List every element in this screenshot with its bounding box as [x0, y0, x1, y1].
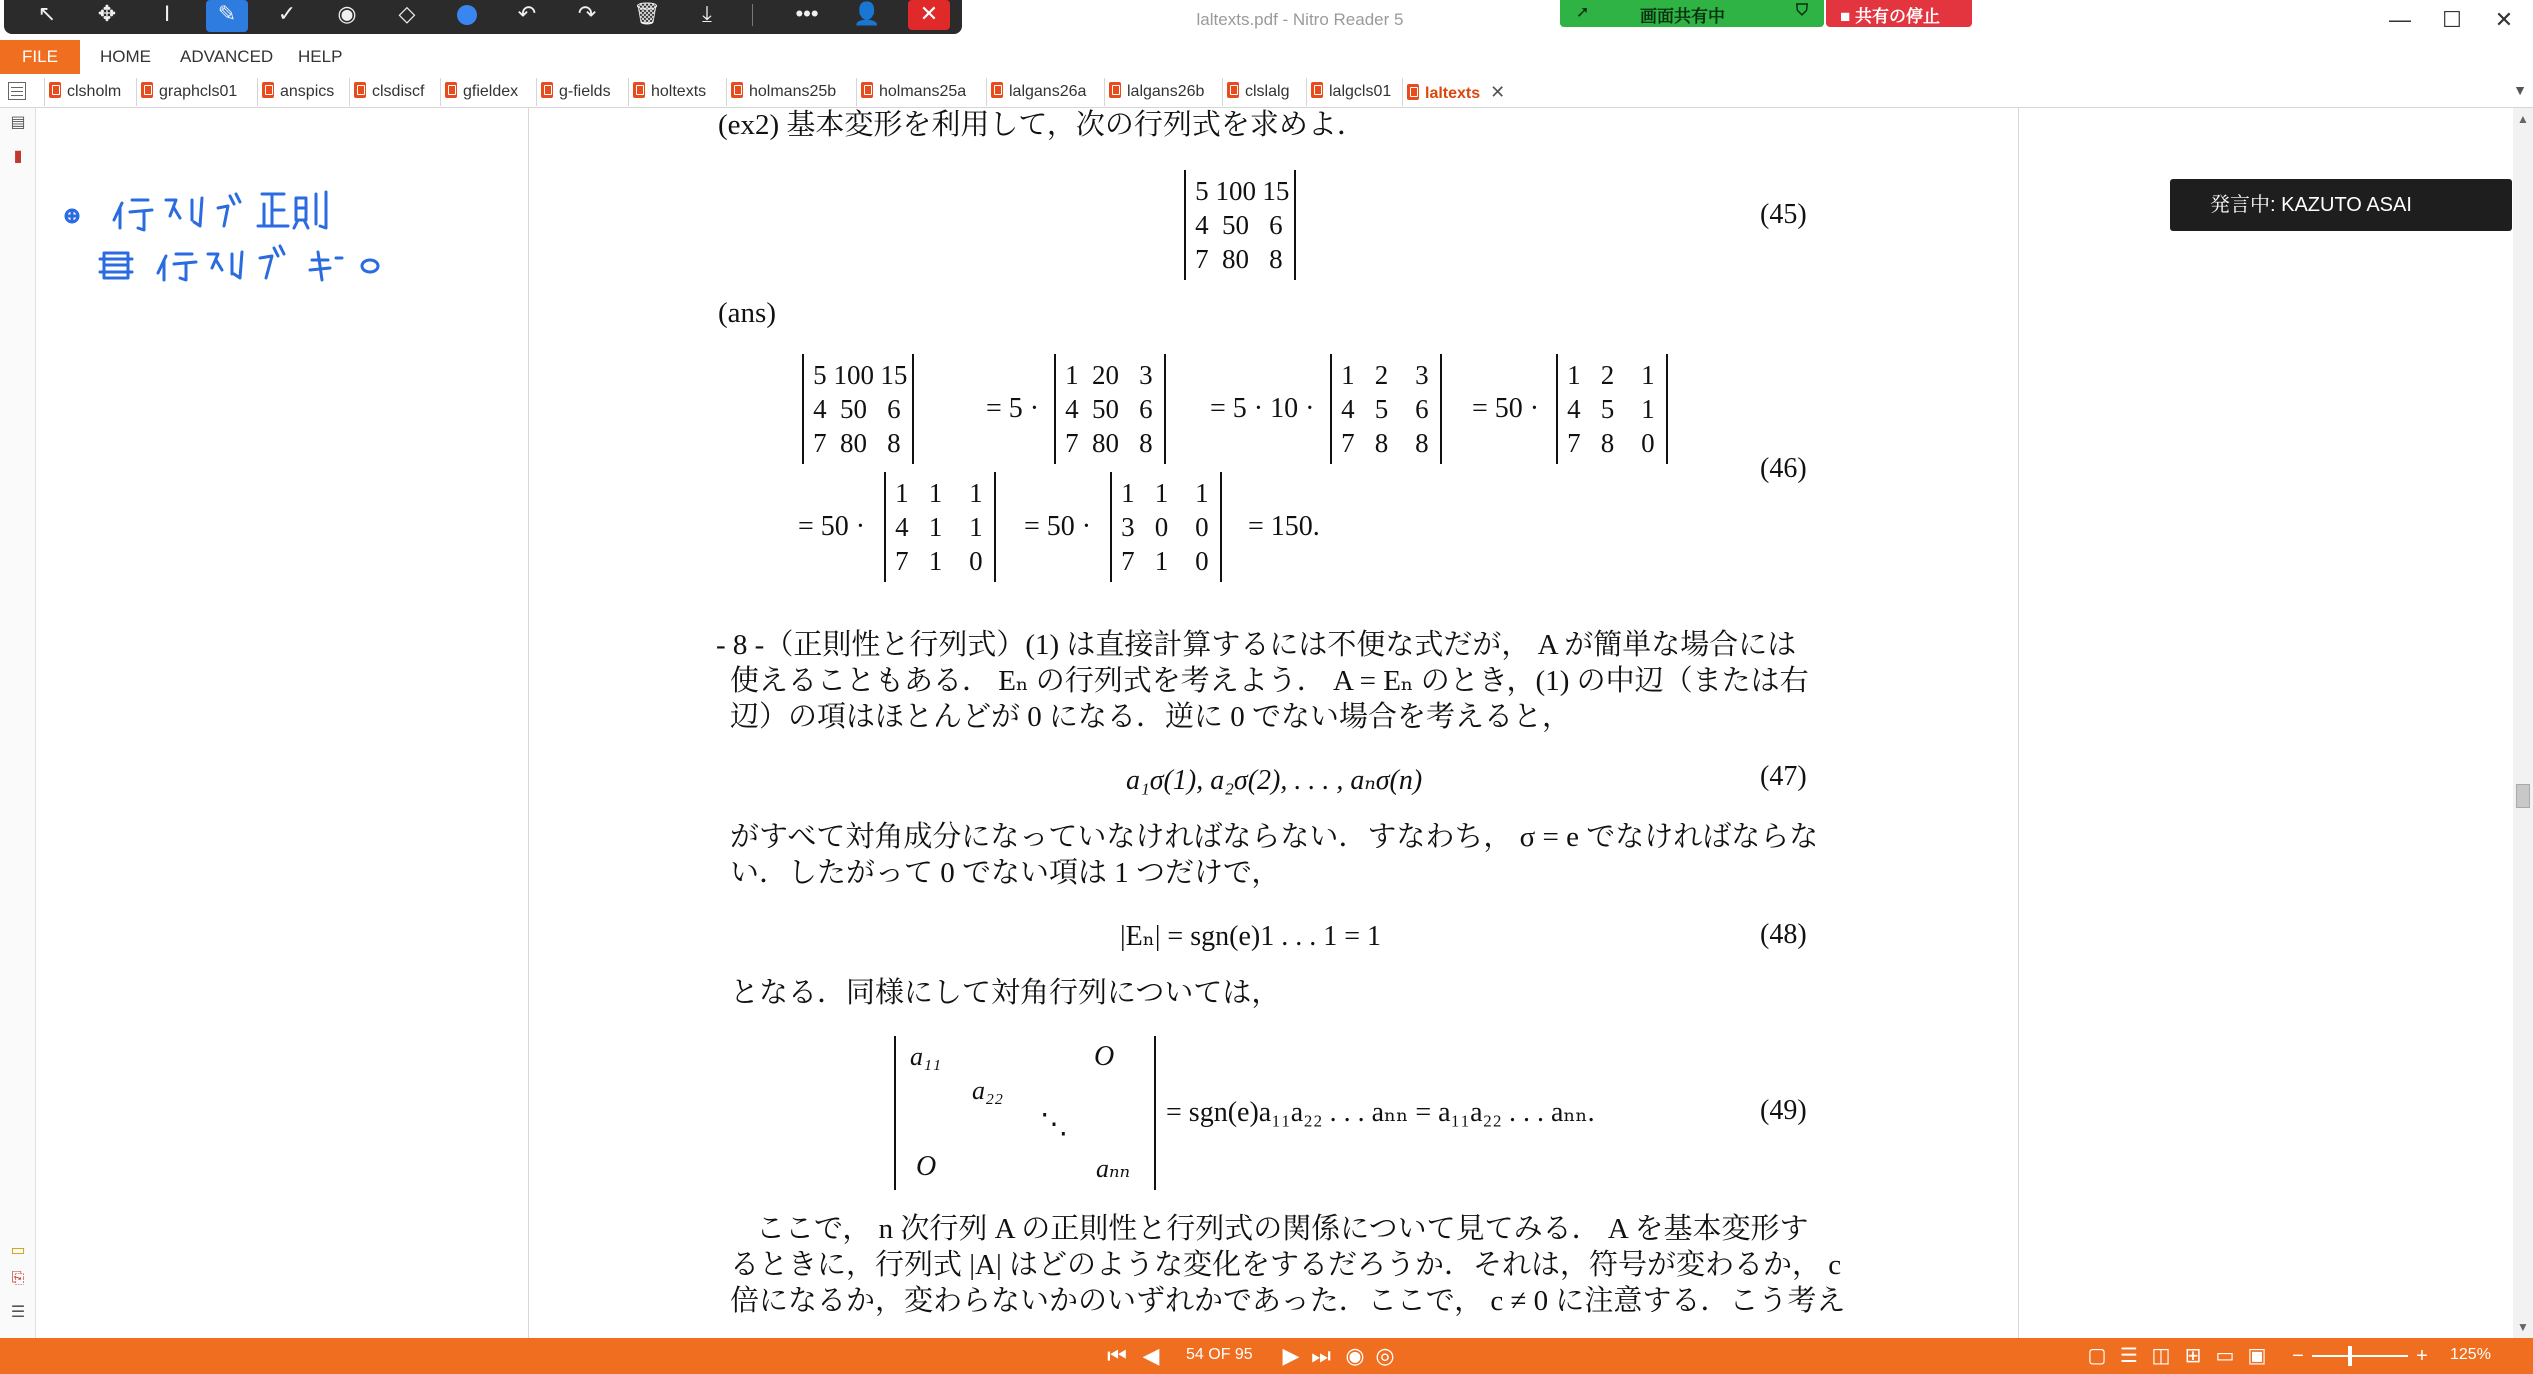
zoom-level[interactable]: 125%	[2450, 1346, 2491, 1363]
participants-icon[interactable]: 👤	[853, 1, 881, 26]
close-tab-icon[interactable]: ✕	[1490, 82, 1506, 102]
toolbar-divider	[752, 4, 753, 26]
window-title: laltexts.pdf - Nitro Reader 5	[1196, 10, 1404, 29]
undo-icon[interactable]: ↶	[517, 1, 537, 26]
matrix-entry: 8	[1374, 428, 1389, 458]
trash-icon[interactable]: 🗑	[633, 1, 661, 26]
pdf-file-icon	[861, 82, 873, 98]
tab-label: lalgans26b	[1127, 83, 1205, 100]
pen-tool-icon[interactable]: ✎	[206, 0, 248, 32]
entry-a11: a₁₁	[910, 1042, 942, 1071]
tab-label: holmans25a	[879, 83, 967, 100]
matrix-entry: 1	[895, 478, 909, 508]
matrix-entry: 50	[840, 394, 868, 424]
matrix-entry: 0	[1195, 512, 1209, 542]
matrix-eq46-6	[1110, 472, 1222, 582]
tab-label: graphcls01	[159, 83, 238, 100]
pen-color-picker[interactable]	[446, 0, 488, 30]
matrix-entry: 3	[1121, 512, 1135, 542]
doc-tab-lalgans26b[interactable]	[1104, 78, 1204, 106]
matrix-entry: 2	[1600, 360, 1615, 390]
tab-label: holtexts	[651, 83, 707, 100]
help-menu-tab[interactable]: HELP	[298, 47, 343, 66]
diagonal-matrix-eq49	[894, 1036, 1156, 1190]
matrix-entry: 1	[1641, 394, 1655, 424]
matrix-entry: 7	[1341, 428, 1355, 458]
pdf-file-icon	[354, 82, 366, 98]
fit-width-icon[interactable]: ▭	[2215, 1345, 2235, 1367]
matrix-entry: 4	[895, 512, 909, 542]
matrix-entry: 8	[1415, 428, 1429, 458]
doc-tab-clsdiscf[interactable]	[349, 78, 424, 106]
pdf-file-icon	[1311, 82, 1323, 98]
pdf-file-icon	[1227, 82, 1239, 98]
para8-line-3: 辺）の項はほとんどが 0 になる．逆に 0 でない場合を考えると，	[730, 701, 1572, 733]
sharing-label: 画面共有中	[1640, 7, 1725, 26]
matrix-entry: 80	[840, 428, 868, 458]
stop-sharing-label: ■ 共有の停止	[1840, 7, 1940, 26]
ex2-heading: (ex2) 基本変形を利用して，次の行列式を求めよ．	[718, 109, 1366, 141]
matrix-eq46-2	[1054, 354, 1166, 464]
matrix-entry: 5	[1600, 394, 1615, 424]
zoom-in-icon[interactable]: +	[2416, 1345, 2428, 1367]
matrix-entry: 6	[1415, 394, 1429, 424]
move-tool-icon[interactable]: ✥	[97, 1, 117, 26]
ans-label: (ans)	[718, 297, 776, 329]
last-page-icon[interactable]: ⏭	[1311, 1343, 1331, 1368]
tab-label: anspics	[280, 83, 335, 100]
matrix-eq46-1	[802, 354, 914, 464]
pdf-file-icon	[731, 82, 743, 98]
doc-tab-lalgcls01[interactable]	[1306, 78, 1391, 106]
doc-tab-holtexts[interactable]	[628, 78, 706, 106]
document-margin-right	[2018, 108, 2513, 1338]
doc-tab-clslalg[interactable]	[1222, 78, 1289, 106]
speaker-indicator: 発言中: KAZUTO ASAI	[2170, 179, 2512, 231]
next-page-icon[interactable]: ▶	[1282, 1343, 1300, 1368]
pdf-file-icon	[49, 82, 61, 98]
matrix-entry: 1	[1641, 360, 1655, 390]
matrix-entry: 7	[1121, 546, 1135, 576]
left-panel-toolbar	[0, 108, 36, 1338]
matrix-entry: 5	[1195, 176, 1209, 206]
ribbon-menu	[0, 40, 2533, 74]
para8-line-1: - 8 -（正則性と行列式）(1) は直接計算するには不便な式だが， A が簡単な場合には	[716, 629, 1797, 661]
check-tool-icon[interactable]: ✓	[277, 1, 297, 26]
eq46-factor-3: = 50 ·	[1472, 393, 1540, 424]
matrix-entry: 15	[880, 360, 908, 390]
matrix-entry: 7	[1567, 428, 1581, 458]
matrix-entry: 100	[833, 360, 875, 390]
matrix-entry: 0	[969, 546, 983, 576]
matrix-eq46-5	[884, 472, 996, 582]
tab-label: clsholm	[67, 83, 122, 100]
matrix-eq46-3	[1330, 354, 1442, 464]
matrix-entry: 4	[1567, 394, 1581, 424]
eraser-tool-icon[interactable]: ◇	[398, 1, 416, 26]
zoom-slider-track[interactable]	[2312, 1355, 2408, 1357]
eq-number-45: (45)	[1760, 199, 1807, 230]
continuous-view-icon[interactable]: ☰	[2120, 1345, 2138, 1367]
pdf-file-icon	[1407, 84, 1419, 100]
matrix-entry: 1	[928, 512, 943, 542]
matrix-entry: 7	[1195, 244, 1209, 274]
matrix-entry: 7	[813, 428, 827, 458]
zoom-out-icon[interactable]: −	[2292, 1345, 2304, 1367]
pdf-file-icon	[633, 82, 645, 98]
determinant-bar-right	[1154, 1036, 1156, 1190]
redo-icon[interactable]: ↷	[577, 1, 597, 26]
doc-tab-clsholm[interactable]	[44, 78, 121, 106]
matrix-entry: 5	[1374, 394, 1389, 424]
para11-line-2: るときに，行列式 |A| はどのような変化をするだろうか．それは，符号が変わるか， c	[730, 1249, 1842, 1281]
output-panel-icon[interactable]: ☰	[10, 1304, 26, 1321]
attachments-panel-icon[interactable]: ⎘	[11, 1270, 25, 1287]
matrix-entry: 4	[1065, 394, 1079, 424]
matrix-entry: 1	[1065, 360, 1079, 390]
eq46-result: = 150.	[1248, 511, 1320, 542]
matrix-entry: 4	[1195, 210, 1209, 240]
pdf-file-icon	[262, 82, 274, 98]
eq-number-47: (47)	[1760, 761, 1807, 792]
matrix-entry: 0	[1641, 428, 1655, 458]
eq-number-49: (49)	[1760, 1095, 1807, 1126]
doc-tab-holmans25a[interactable]	[856, 78, 966, 106]
matrix-entry: 15	[1262, 176, 1290, 206]
matrix-entry: 8	[887, 428, 901, 458]
matrix-entry: 8	[1139, 428, 1153, 458]
screen-sharing-indicator[interactable]	[1560, 0, 1824, 27]
tab-label: lalgans26a	[1009, 83, 1087, 100]
matrix-entry: 3	[1139, 360, 1153, 390]
matrix-entry: 4	[1341, 394, 1355, 424]
eq47-expression: a₁σ(1), a₂σ(2), . . . , aₙσ(n)	[1126, 765, 1423, 796]
matrix-entry: 1	[1567, 360, 1581, 390]
doc-tab-graphcls01[interactable]	[136, 78, 237, 106]
matrix-entry: 1	[1341, 360, 1355, 390]
tab-label: g-fields	[559, 83, 611, 100]
matrix-entry: 1	[1154, 478, 1169, 508]
zero-block-lower: O	[916, 1151, 937, 1182]
zero-block-upper: O	[1094, 1041, 1115, 1072]
download-icon[interactable]: ⤓	[702, 1, 712, 26]
matrix-entry: 1	[969, 478, 983, 508]
entry-a22: a₂₂	[972, 1076, 1004, 1105]
more-options-icon[interactable]: •••	[795, 1, 819, 26]
para9-line-2: い．したがって 0 でない項は 1 つだけで，	[730, 857, 1281, 889]
para10-line: となる．同様にして対角行列については，	[730, 977, 1281, 1009]
stamp-tool-icon[interactable]: ◉	[337, 1, 357, 26]
para8-line-2: 使えることもある． Eₙ の行列式を考えよう． A = Eₙ のとき，(1) の中辺（または右	[730, 665, 1809, 697]
matrix-entry: 8	[1600, 428, 1615, 458]
pdf-file-icon	[445, 82, 457, 98]
matrix-entry: 7	[1065, 428, 1079, 458]
doc-tab-gfieldex[interactable]	[440, 78, 518, 106]
file-menu-tab[interactable]: FILE	[0, 40, 80, 74]
facing-view-icon[interactable]: ◫	[2151, 1345, 2171, 1367]
eq-number-46: (46)	[1760, 453, 1807, 484]
matrix-entry: 8	[1269, 244, 1283, 274]
eq49-rhs: = sgn(e)a₁₁a₂₂ . . . aₙₙ = a₁₁a₂₂ . . . aₙₙ.	[1166, 1097, 1595, 1128]
next-view-icon[interactable]: ◎	[1375, 1343, 1395, 1368]
close-annotation-icon[interactable]: ✕	[908, 0, 950, 30]
eq-number-48: (48)	[1760, 919, 1807, 950]
previous-page-icon[interactable]: ◀	[1142, 1343, 1160, 1368]
matrix-entry: 6	[1269, 210, 1283, 240]
matrix-entry: 0	[1154, 512, 1169, 542]
para11-line-3: 倍になるか，変わらないかのいずれかであった．ここで， c ≠ 0 に注意する．こう考え	[730, 1285, 1846, 1317]
tab-overflow-icon[interactable]: ▼	[2513, 82, 2527, 98]
scroll-thumb[interactable]	[2516, 784, 2530, 808]
matrix-entry: 1	[969, 512, 983, 542]
matrix-entry: 4	[813, 394, 827, 424]
page-indicator[interactable]: 54 OF 95	[1186, 1346, 1253, 1363]
comments-panel-icon[interactable]: ▭	[10, 1242, 26, 1259]
minimize-button[interactable]: —	[2389, 7, 2411, 32]
maximize-button[interactable]: ☐	[2442, 7, 2462, 32]
doc-tab-g-fields[interactable]	[536, 78, 611, 106]
status-bar	[0, 1338, 2533, 1374]
diagonal-dots: ⋱	[1040, 1109, 1068, 1140]
matrix-entry: 1	[1121, 478, 1135, 508]
document-tab-bar	[0, 74, 2533, 108]
matrix-entry: 100	[1215, 176, 1257, 206]
pdf-file-icon	[991, 82, 1003, 98]
eq46-factor-2: = 5 · 10 ·	[1210, 393, 1315, 424]
shield-icon: ⛉	[1795, 2, 1808, 19]
tab-label: gfieldex	[463, 83, 519, 100]
doc-tab-holmans25b[interactable]	[726, 78, 836, 106]
share-arrow-icon: ➚	[1576, 4, 1590, 21]
close-window-button[interactable]: ✕	[2494, 7, 2514, 32]
matrix-entry: 50	[1092, 394, 1120, 424]
matrix-entry: 1	[1154, 546, 1169, 576]
eq46-factor-5: = 50 ·	[1024, 511, 1092, 542]
matrix-entry: 0	[1195, 546, 1209, 576]
doc-tab-laltexts[interactable]	[1402, 78, 1505, 106]
pdf-file-icon	[541, 82, 553, 98]
single-page-view-icon[interactable]: ▢	[2087, 1345, 2107, 1367]
matrix-entry: 6	[887, 394, 901, 424]
matrix-entry: 20	[1092, 360, 1120, 390]
matrix-entry: 2	[1374, 360, 1389, 390]
advanced-menu-tab[interactable]: ADVANCED	[180, 47, 274, 66]
para11-line-1: ここで， n 次行列 A の正則性と行列式の関係について見てみる． A を基本変形す	[756, 1213, 1809, 1245]
pdf-file-icon	[1109, 82, 1121, 98]
doc-tab-anspics[interactable]	[257, 78, 334, 106]
matrix-entry: 80	[1092, 428, 1120, 458]
tab-label: clslalg	[1245, 83, 1290, 100]
zoom-slider-knob[interactable]	[2348, 1346, 2352, 1366]
first-page-icon[interactable]: ⏮	[1107, 1343, 1127, 1368]
scroll-up-icon[interactable]: ▲	[2517, 112, 2529, 126]
matrix-entry: 1	[928, 478, 943, 508]
matrix-entry: 1	[1195, 478, 1209, 508]
eq46-factor-4: = 50 ·	[798, 511, 866, 542]
matrix-eq45	[1184, 170, 1296, 280]
matrix-eq46-4	[1556, 354, 1668, 464]
determinant-bar-left	[894, 1036, 896, 1190]
pdf-file-icon	[141, 82, 153, 98]
previous-view-icon[interactable]: ◉	[1345, 1343, 1365, 1368]
matrix-entry: 7	[895, 546, 909, 576]
vertical-scrollbar[interactable]	[2513, 108, 2533, 1338]
matrix-entry: 1	[928, 546, 943, 576]
matrix-entry: 80	[1222, 244, 1250, 274]
tab-label: clsdiscf	[372, 83, 425, 100]
entry-ann: aₙₙ	[1096, 1154, 1131, 1183]
bookmarks-panel-icon[interactable]: ▮	[13, 148, 23, 165]
facing-continuous-view-icon[interactable]: ⊞	[2184, 1345, 2202, 1367]
matrix-entry: 5	[813, 360, 827, 390]
annotation-toolbar	[4, 0, 962, 34]
document-margin-left	[36, 108, 529, 1338]
stop-sharing-button[interactable]	[1826, 0, 1972, 27]
tab-label: laltexts	[1425, 85, 1481, 102]
fit-page-icon[interactable]: ▣	[2247, 1345, 2267, 1367]
pdf-page	[530, 108, 2018, 1338]
matrix-entry: 3	[1415, 360, 1429, 390]
sidebar-toggle-icon[interactable]	[8, 82, 26, 100]
pages-panel-icon[interactable]: ▤	[10, 114, 26, 131]
pointer-tool-icon[interactable]: ↖	[37, 1, 57, 26]
handwriting-annotation[interactable]	[36, 108, 529, 308]
text-cursor-tool-icon[interactable]: I	[163, 1, 171, 26]
color-dot-icon	[457, 5, 477, 25]
doc-tab-lalgans26a[interactable]	[986, 78, 1086, 106]
home-menu-tab[interactable]: HOME	[100, 47, 151, 66]
matrix-entry: 50	[1222, 210, 1250, 240]
tab-label: lalgcls01	[1329, 83, 1392, 100]
para9-line-1: がすべて対角成分になっていなければならない．すなわち， σ = e でなければならな	[730, 821, 1819, 853]
scroll-down-icon[interactable]: ▼	[2517, 1320, 2529, 1334]
matrix-entry: 6	[1139, 394, 1153, 424]
eq48-expression: |Eₙ| = sgn(e)1 . . . 1 = 1	[1120, 921, 1381, 952]
tab-label: holmans25b	[749, 83, 837, 100]
eq46-factor-1: = 5 ·	[986, 393, 1040, 424]
